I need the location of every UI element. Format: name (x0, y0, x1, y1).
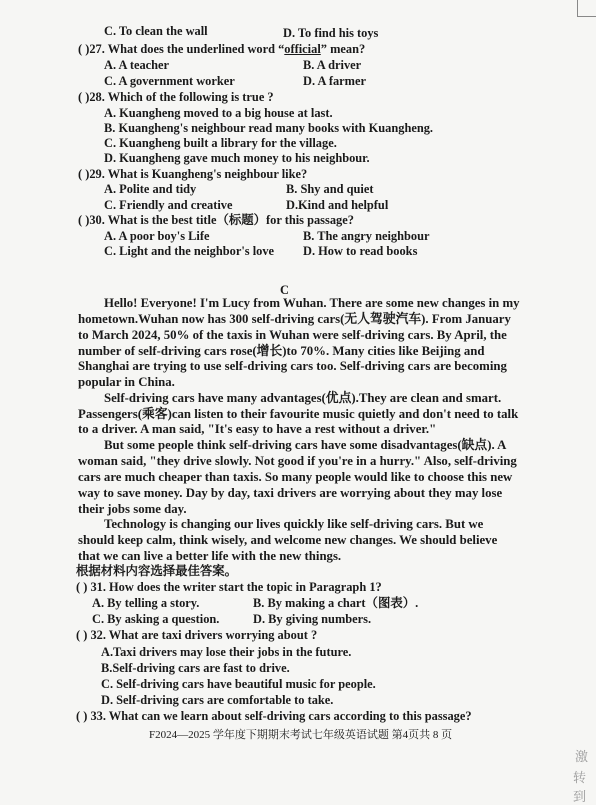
q29-option-c: C. Friendly and creative (104, 198, 233, 212)
q32-option-a: A.Taxi drivers may lose their jobs in the future. (101, 645, 352, 659)
q28-option-b: B. Kuangheng's neighbour read many books with Kuangheng. (104, 121, 434, 135)
q29-option-d: D.Kind and helpful (286, 198, 389, 212)
passage-line: Technology is changing our lives quickly like self-driving cars. But we (104, 517, 484, 531)
q31-option-c: C. By asking a question. (92, 612, 220, 626)
q32-option-b: B.Self-driving cars are fast to drive. (101, 661, 290, 675)
passage-line: number of self-driving cars rose(增长)to 70%. Many cities like Beijing and (78, 344, 485, 358)
section-heading: C (280, 283, 289, 297)
q28-option-a: A. Kuangheng moved to a big house at last. (104, 106, 333, 120)
passage-line: to a driver. A man said, "It's easy to have a rest without a driver." (78, 422, 437, 436)
q30-option-c: C. Light and the neighbor's love (104, 244, 275, 258)
passage-line: should keep calm, think wisely, and welcome new changes. We should believe (78, 533, 498, 547)
q32-option-d: D. Self-driving cars are comfortable to take. (101, 693, 334, 707)
q29-option-a: A. Polite and tidy (104, 182, 197, 196)
page-footer: F2024—2025 学年度下期期末考试七年级英语试题 第4页共 8 页 (149, 729, 453, 741)
q30-option-d: D. How to read books (303, 244, 418, 258)
q26-option-c: C. To clean the wall (104, 24, 208, 38)
passage-line: that we can live a better life with the new things. (78, 549, 342, 563)
q30-option-b: B. The angry neighbour (303, 229, 430, 243)
q33-stem: ( ) 33. What can we learn about self-driving cars according to this passage? (76, 709, 472, 723)
passage-line: to March 2024, 50% of the taxis in Wuhan were self-driving cars. By April, the (78, 328, 507, 342)
q28-stem: ( )28. Which of the following is true ? (78, 90, 274, 104)
q27-option-c: C. A government worker (104, 74, 235, 88)
passage-line: cars are much cheaper than taxis. So many people would like to choose this new (78, 470, 513, 484)
passage-line: popular in China. (78, 375, 175, 389)
passage-line: Passengers(乘客)can listen to their favourite music quietly and don't need to talk (78, 407, 519, 421)
q26-option-d: D. To find his toys (283, 26, 379, 40)
q27-option-b: B. A driver (303, 58, 362, 72)
q31-option-b: B. By making a chart（图表）. (253, 596, 419, 610)
passage-line: woman said, "they drive slowly. Not good if you're in a hurry." Also, self-driving (78, 454, 517, 468)
q27-stem-suffix: ” mean? (320, 42, 366, 56)
q30-option-a: A. A poor boy's Life (104, 229, 210, 243)
passage-line: But some people think self-driving cars have some disadvantages(缺点). A (104, 438, 507, 452)
q28-option-d: D. Kuangheng gave much money to his neighbour. (104, 151, 370, 165)
q31-option-d: D. By giving numbers. (253, 612, 372, 626)
passage-line: their jobs some day. (78, 502, 187, 516)
q28-option-c: C. Kuangheng built a library for the village. (104, 136, 337, 150)
page-corner-mark (577, 0, 596, 17)
passage-line: Self-driving cars have many advantages(优点).They are clean and smart. (104, 391, 502, 405)
q31-stem: ( ) 31. How does the writer start the topic in Paragraph 1? (76, 580, 382, 594)
q30-stem: ( )30. What is the best title（标题）for this passage? (78, 213, 354, 227)
q31-option-a: A. By telling a story. (92, 596, 200, 610)
passage-line: Shanghai are trying to use self-driving cars too. Self-driving cars are becoming (78, 359, 507, 373)
q27-underlined-word: official (284, 42, 321, 56)
instruction: 根据材料内容选择最佳答案。 (76, 564, 238, 578)
q32-stem: ( ) 32. What are taxi drivers worrying about ? (76, 628, 318, 642)
q27-stem-prefix: ( )27. What does the underlined word “ (78, 42, 285, 56)
watermark-line-1: 激 (575, 750, 589, 765)
q27-option-d: D. A farmer (303, 74, 366, 88)
q27-stem (78, 42, 365, 57)
passage-line: hometown.Wuhan now has 300 self-driving cars(无人驾驶汽车). From January (78, 312, 511, 326)
q32-option-c: C. Self-driving cars have beautiful music for people. (101, 677, 376, 691)
passage-line: way to save money. Day by day, taxi drivers are worrying about they may lose (78, 486, 503, 500)
q27-option-a: A. A teacher (104, 58, 170, 72)
q29-stem: ( )29. What is Kuangheng's neighbour like? (78, 167, 308, 181)
watermark-line-2: 转到 (573, 771, 587, 805)
q29-option-b: B. Shy and quiet (286, 182, 374, 196)
passage-line: Hello! Everyone! I'm Lucy from Wuhan. There are some new changes in my (104, 296, 520, 310)
